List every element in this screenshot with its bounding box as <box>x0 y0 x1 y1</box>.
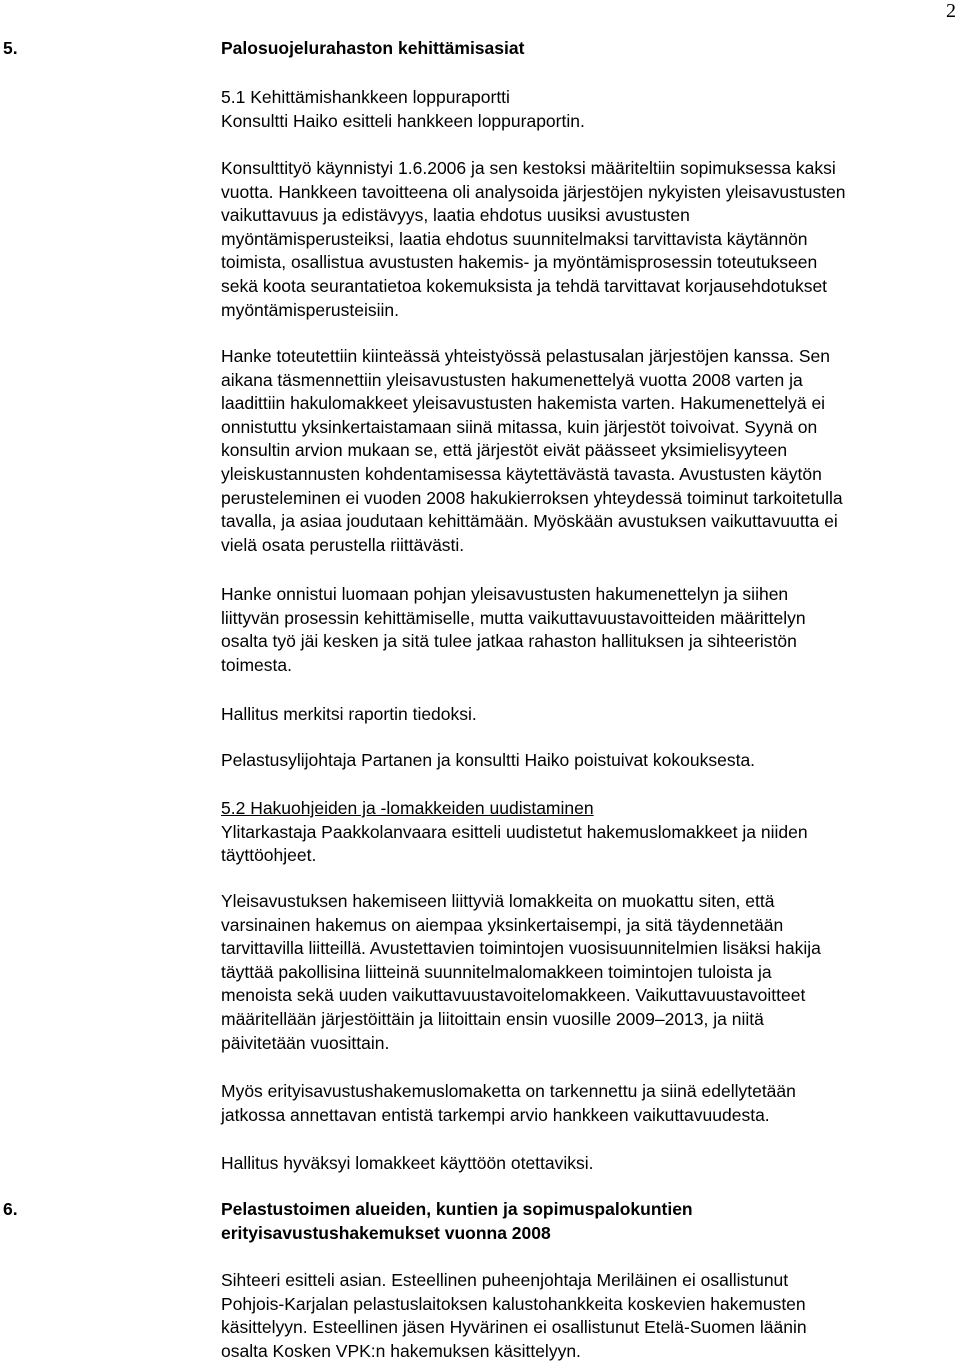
text-line: myöntämisperusteiksi, laatia ehdotus suunnitelmaksi tarvittavista käytännön <box>221 228 808 249</box>
text-line: onnistuttu yksinkertaistamaan siinä mitassa, kuin järjestöt toivoivat. Syynä on <box>221 416 818 437</box>
subsection-5-1-paragraph-1 <box>221 157 951 322</box>
subsection-5-1-heading: 5.1 Kehittämishankkeen loppuraportti <box>221 87 510 107</box>
text-line: Konsulttityö käynnistyi 1.6.2006 ja sen kestoksi määriteltiin sopimuksessa kaksi <box>221 158 836 178</box>
text-line: käsittelyyn. Esteellinen jäsen Hyvärinen ei osallistunut Etelä-Suomen läänin <box>221 1317 807 1338</box>
text-line: myöntämisperusteisiin. <box>221 299 399 320</box>
text-line: vaikuttavuus ja edistävyys, laatia ehdotus uusiksi avustusten <box>221 205 690 226</box>
text-line: Myös erityisavustushakemuslomaketta on tarkennettu ja siinä edellytetään <box>221 1081 796 1101</box>
text-line: Hallitus hyväksyi lomakkeet käyttöön otettaviksi. <box>221 1153 594 1173</box>
subsection-5-2-paragraph-1 <box>221 890 951 1055</box>
subsection-5-1-intro <box>221 86 951 133</box>
text-line: perusteleminen ei vuoden 2008 hakukierroksen yhteydessä toiminut tarkoitetulla <box>221 487 843 508</box>
page-number: 2 <box>946 0 956 22</box>
text-line: Sihteeri esitteli asian. Esteellinen puheenjohtaja Meriläinen ei osallistunut <box>221 1270 789 1290</box>
subsection-5-2-intro <box>221 797 951 868</box>
text-line: Hallitus merkitsi raportin tiedoksi. <box>221 704 477 724</box>
section-6-title-line: erityisavustushakemukset vuonna 2008 <box>221 1222 551 1243</box>
section-6-number: 6. <box>3 1199 18 1219</box>
subsection-5-1-paragraph-5 <box>221 749 951 773</box>
text-line: täyttöohjeet. <box>221 845 317 866</box>
text-line: päivitetään vuosittain. <box>221 1032 390 1053</box>
text-line: osalta Kosken VPK:n hakemuksen käsittelyyn. <box>221 1340 581 1361</box>
text-line: konsultin arvion mukaan se, että järjestöt eivät päässeet yksimielisyyteen <box>221 440 788 461</box>
text-line: sekä koota seurantatietoa kokemuksista ja tehdä tarvittavat korjausehdotukset <box>221 275 828 296</box>
text-line: Yleisavustuksen hakemiseen liittyviä lomakkeita on muokattu siten, että <box>221 891 775 911</box>
text-line: laadittiin hakulomakkeet yleisavustusten hakemista varten. Hakumenettelyä ei <box>221 393 826 414</box>
text-line: menoista sekä uuden vaikuttavuustavoitelomakkeen. Vaikuttavuustavoitteet <box>221 985 806 1006</box>
subsection-5-1-paragraph-4 <box>221 703 951 727</box>
text-line: aikana täsmennettiin yleisavustusten hakumenettelyä vuotta 2008 varten ja <box>221 369 803 390</box>
subsection-5-1-paragraph-3 <box>221 583 951 677</box>
text-line: Ylitarkastaja Paakkolanvaara esitteli uudistetut hakemuslomakkeet ja niiden <box>221 821 808 842</box>
text-line: Pohjois-Karjalan pelastuslaitoksen kalustohankkeita koskevien hakemusten <box>221 1293 806 1314</box>
text-line: osalta työ jäi kesken ja sitä tulee jatkaa rahaston hallituksen ja sihteeristön <box>221 631 797 652</box>
section-6-title-line: Pelastustoimen alueiden, kuntien ja sopimuspalokuntien <box>221 1199 693 1219</box>
subsection-5-2-paragraph-2 <box>221 1080 951 1127</box>
section-6-title <box>221 1198 693 1245</box>
text-line: tavalla, ja asiaa joudutaan kehittämään. Myöskään avustuksen vaikuttavuutta ei <box>221 511 838 532</box>
text-line: varsinainen hakemus on aiempaa yksinkertaisempi, ja sitä täydennetään <box>221 914 784 935</box>
section-5-number: 5. <box>3 38 18 58</box>
subsection-5-1-paragraph-2 <box>221 345 951 557</box>
subsection-5-2-heading: 5.2 Hakuohjeiden ja -lomakkeiden uudistaminen <box>221 798 594 818</box>
text-line: täyttää pakollisina liitteinä suunnitelmalomakkeen toimintojen tuloista ja <box>221 961 772 982</box>
text-line: Pelastusylijohtaja Partanen ja konsultti Haiko poistuivat kokouksesta. <box>221 750 756 770</box>
text-line: toimesta. <box>221 654 292 675</box>
text-line: määritellään järjestöittäin ja liitoittain ensin vuosille 2009–2013, ja niitä <box>221 1008 764 1029</box>
text-line: jatkossa annettavan entistä tarkempi arvio hankkeen vaikuttavuudesta. <box>221 1104 770 1125</box>
subsection-5-2-paragraph-3 <box>221 1152 951 1176</box>
section-5-title: Palosuojelurahaston kehittämisasiat <box>221 38 525 58</box>
section-6-paragraph-1 <box>221 1269 951 1363</box>
subsection-5-1-intro-text: Konsultti Haiko esitteli hankkeen loppuraportin. <box>221 110 585 131</box>
text-line: tarvittavilla liitteillä. Avustettavien toimintojen vuosisuunnitelmien lisäksi hakija <box>221 938 821 959</box>
text-line: vuotta. Hankkeen tavoitteena oli analysoida järjestöjen nykyisten yleisavustusten <box>221 181 846 202</box>
text-line: vielä osata perustella riittävästi. <box>221 534 465 555</box>
text-line: liittyvän prosessin kehittämiselle, mutta vaikuttavuustavoitteiden määrittelyn <box>221 607 806 628</box>
text-line: Hanke toteutettiin kiinteässä yhteistyössä pelastusalan järjestöjen kanssa. Sen <box>221 346 830 366</box>
text-line: Hanke onnistui luomaan pohjan yleisavustusten hakumenettelyn ja siihen <box>221 584 789 604</box>
text-line: toimista, osallistua avustusten hakemis- ja myöntämisprosessin toteutukseen <box>221 252 818 273</box>
text-line: yleiskustannusten kohdentamisessa käytettävästä tavasta. Avustusten käytön <box>221 463 822 484</box>
